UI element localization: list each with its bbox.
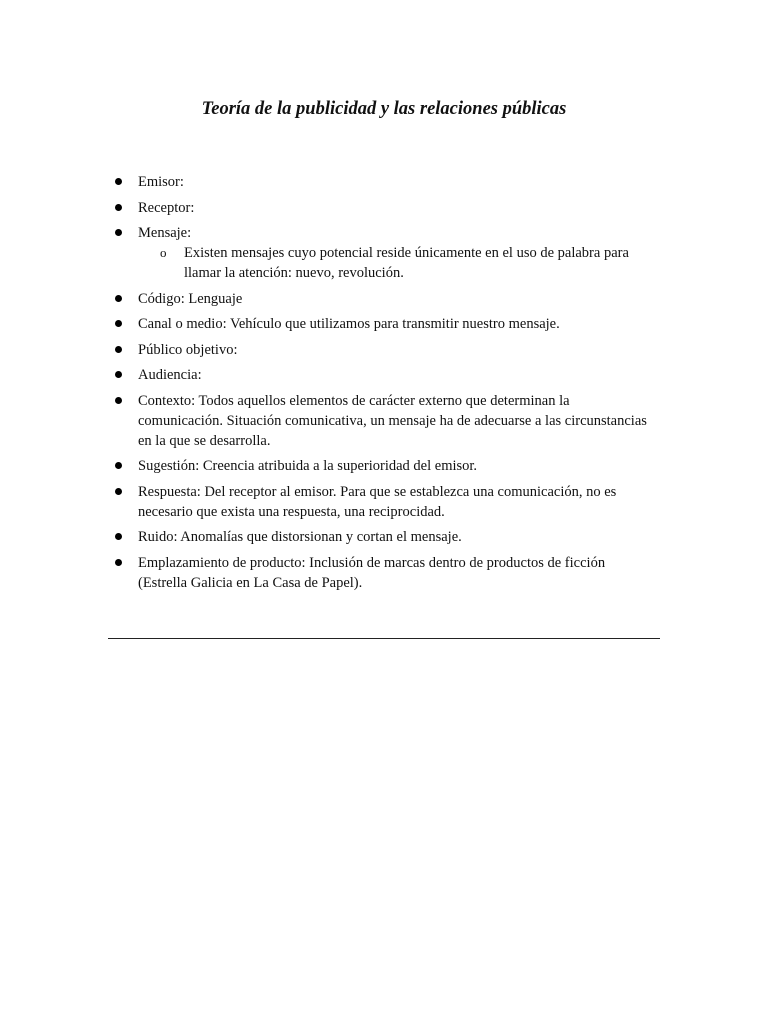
bullet-icon bbox=[115, 397, 122, 404]
document-title: Teoría de la publicidad y las relaciones públicas bbox=[201, 99, 567, 119]
bullet-icon bbox=[115, 533, 122, 540]
list-item-text: Código: Lenguaje bbox=[138, 290, 243, 307]
list-item-text: Canal o medio: Vehículo que utilizamos para transmitir nuestro mensaje. bbox=[138, 316, 560, 332]
list-item-text: Público objetivo: bbox=[138, 341, 238, 358]
list-item-text: Emplazamiento de producto: Inclusión de marcas dentro de productos de ficción (Estrella Galicia en La Casa de Papel). bbox=[138, 554, 606, 591]
list-item-text: Emisor: bbox=[138, 174, 184, 190]
bullet-icon bbox=[115, 371, 122, 378]
list-item bbox=[114, 289, 654, 309]
list-item-text: Audiencia: bbox=[138, 367, 202, 383]
horizontal-divider bbox=[108, 638, 660, 639]
list-item bbox=[114, 198, 654, 218]
list-item-text: Ruido: Anomalías que distorsionan y cortan el mensaje. bbox=[138, 529, 462, 545]
bullet-icon bbox=[115, 462, 122, 469]
list-item bbox=[114, 365, 654, 385]
list-item bbox=[114, 223, 654, 283]
sub-list bbox=[138, 243, 654, 283]
list-item-text: Respuesta: Del receptor al emisor. Para que se establezca una comunicación, no es necesario que exista una respuesta, una reciprocidad. bbox=[138, 483, 617, 520]
bullet-icon bbox=[115, 229, 122, 236]
list-item-text: Receptor: bbox=[138, 199, 195, 216]
list-item bbox=[114, 391, 654, 451]
list-item bbox=[114, 172, 654, 192]
bullet-list bbox=[114, 172, 654, 598]
bullet-icon bbox=[115, 178, 122, 185]
bullet-icon bbox=[115, 346, 122, 353]
sub-list-item bbox=[138, 243, 654, 283]
list-item bbox=[114, 456, 654, 476]
bullet-icon bbox=[115, 320, 122, 327]
circle-bullet-icon: o bbox=[160, 245, 167, 260]
list-item bbox=[114, 553, 654, 593]
list-item bbox=[114, 340, 654, 360]
bullet-icon bbox=[115, 204, 122, 211]
list-item-text: Mensaje: bbox=[138, 225, 192, 241]
bullet-icon bbox=[115, 488, 122, 495]
bullet-icon bbox=[115, 559, 122, 566]
list-item bbox=[114, 527, 654, 547]
list-item bbox=[114, 314, 654, 334]
bullet-icon bbox=[115, 295, 122, 302]
list-item-text: Contexto: Todos aquellos elementos de carácter externo que determinan la comunicación. Situación comunicativa, un mensaje ha de adecuarse a las circunstancias en la que se desarrolla. bbox=[138, 392, 647, 449]
list-item bbox=[114, 482, 654, 522]
list-item-text: Sugestión: Creencia atribuida a la superioridad del emisor. bbox=[138, 458, 478, 474]
sub-list-item-text: Existen mensajes cuyo potencial reside únicamente en el uso de palabra para llamar la atención: nuevo, revolución. bbox=[184, 245, 629, 281]
